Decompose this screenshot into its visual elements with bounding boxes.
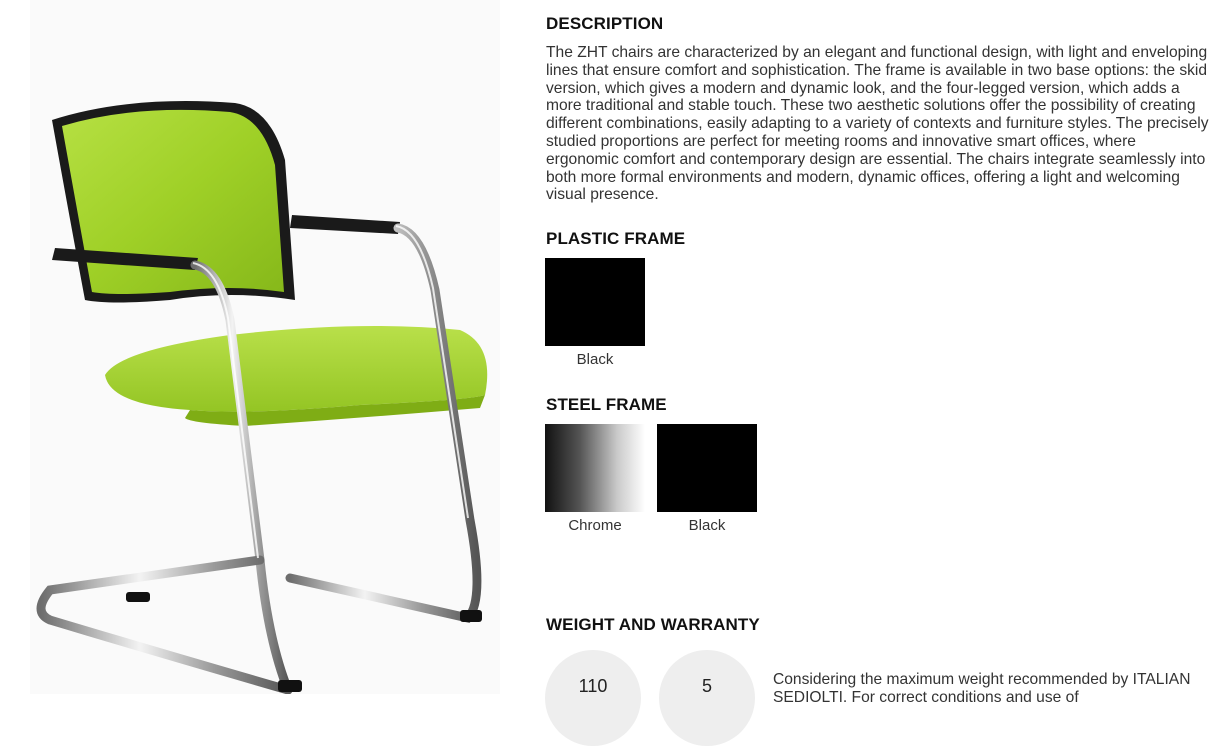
weight-warranty-text: Considering the maximum weight recommended by ITALIAN SEDIOLTI. For correct conditions and use of (773, 671, 1191, 706)
steel-frame-title: STEEL FRAME (546, 395, 667, 414)
max-weight-badge (545, 650, 641, 746)
swatch-plastic-black[interactable] (545, 258, 645, 368)
warranty-years-value: 5 (701, 676, 712, 696)
description-title: DESCRIPTION (546, 14, 664, 33)
warranty-badge (659, 650, 755, 746)
product-image[interactable] (30, 0, 500, 694)
swatch-label: Black (688, 517, 726, 534)
swatch-steel-black[interactable] (657, 424, 757, 534)
chair-illustration (30, 0, 500, 694)
weight-warranty-title: WEIGHT AND WARRANTY (546, 615, 760, 634)
color-chip-black[interactable] (657, 424, 757, 512)
color-chip-black[interactable] (545, 258, 645, 346)
plastic-frame-title: PLASTIC FRAME (546, 229, 686, 248)
swatch-label: Black (576, 351, 614, 368)
description-text: The ZHT chairs are characterized by an elegant and functional design, with light and enveloping lines that ensure comfort and sophistication. The frame is available in two base options: the skid version, which gives a modern and dynamic look, and the four-legged version, which adds a more traditional and stable touch. These two aesthetic solutions offer the possibility of creating different combinations, easily adapting to a variety of contexts and furniture styles. The precisely studied proportions are perfect for meeting rooms and innovative smart offices, where ergonomic comfort and contemporary design are essential. The chairs integrate seamlessly into both more formal environments and modern, dynamic offices, offering a light and welcoming visual presence. (546, 44, 1209, 204)
swatch-label: Chrome (568, 517, 622, 534)
max-weight-value: 110 (578, 676, 608, 696)
swatch-steel-chrome[interactable] (545, 424, 645, 534)
color-chip-chrome[interactable] (545, 424, 645, 512)
